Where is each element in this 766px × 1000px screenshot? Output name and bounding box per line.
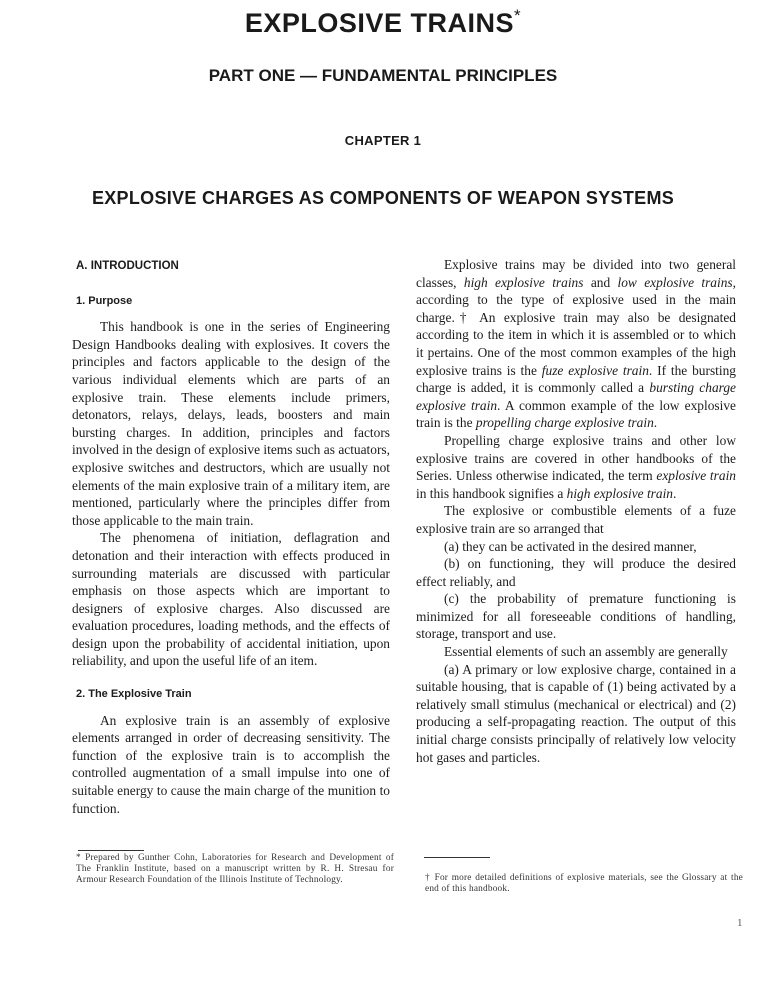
footnote-left: * Prepared by Gunther Cohn, Laboratories for Research and Development of The Franklin Institute, based on a manuscript written by R. H. Stresau for Armour Research Foundation of the Illinois Institute of Technology. [76,853,394,885]
chapter-number: CHAPTER 1 [344,133,422,148]
list-item-b: (b) on functioning, they will produce the desired effect reliably, and [416,556,736,589]
paragraph-essential-elements: Essential elements of such an assembly are generally [444,644,728,660]
paragraph-primary-charge: (a) A primary or low explosive charge, contained in a suitable housing, that is capable of (1) being activated by a relatively small stimulus (mechanical or electrical) and (2) producing a self-propagating reaction. The output of this initial charge consists principally of relatively low velocity hot gases and particles. [416,661,736,765]
paragraph-explosive-train: An explosive train is an assembly of explosive elements arranged in order of decreasing sensitivity. The function of the explosive train is to accomplish the controlled augmentation of a small impulse into one of suitable energy to cause the main charge of the munition to function. [72,712,390,816]
paragraph-purpose-1: This handbook is one in the series of Engineering Design Handbooks dealing with explosives. It covers the principles and factors applicable to the design of the various individual elements which are parts of an explosive train. These elements include primers, detonators, relays, delays, leads, boosters and main bursting charges. In addition, principles and factors involved in the design of explosive items such as actuators, explosive switches and destructors, which are usually not elements of the main explosive train of a military item, are mentioned, particularly where the principles differ from those applicable to the main train. [72,319,390,528]
list-item-a: (a) they can be activated in the desired manner, [444,538,697,554]
footnote-right: † For more detailed definitions of explosive materials, see the Glossary at the end of this handbook. [425,873,743,894]
subheading-explosive-train: 2. The Explosive Train [76,688,192,701]
subheading-purpose: 1. Purpose [76,294,133,307]
paragraph-purpose-2: The phenomena of initiation, deflagration and detonation and their interaction with effects produced in surrounding materials are discussed with particular emphasis on those aspects which are important to designers of explosive charges. Also discussed are evaluation procedures, loading methods, and the effects of design upon the probability of accidental initiation, upon reliability, and upon the useful life of an item. [72,530,390,669]
page-number: 1 [737,917,743,929]
footnote-rule-right [424,857,490,858]
footnote-rule-left [78,850,144,851]
list-item-c: (c) the probability of premature functioning is minimized for all foreseeable conditions of handling, storage, transport and use. [416,591,736,642]
document-title [0,8,766,39]
title-text: EXPLOSIVE TRAINS [244,8,514,38]
right-column [416,256,736,766]
left-column [72,258,390,817]
chapter-title: EXPLOSIVE CHARGES AS COMPONENTS OF WEAPON SYSTEMS [91,188,675,208]
paragraph-fuze-elements: The explosive or combustible elements of a fuze explosive train are so arranged that [416,503,736,536]
section-heading-introduction: A. INTRODUCTION [76,260,179,272]
part-heading: PART ONE — FUNDAMENTAL PRINCIPLES [208,66,558,85]
paragraph-propelling-trains: Propelling charge explosive trains and other low explosive trains are covered in other handbooks of the Series. Unless otherwise indicated, the term explosive train in this handbook signifies a high explosive train. [416,432,736,501]
title-footnote-mark: * [513,6,522,25]
paragraph-train-classes: Explosive trains may be divided into two general classes, high explosive trains and low explosive trains, according to the type of explosive used in the main charge.† An explosive train may also be designated according to the item in which it is assembled or to which it pertains. One of the most common examples of the high explosive trains is the fuze explosive train. If the bursting charge is added, it is commonly called a bursting charge explosive train. A common example of the low explosive train is the propelling charge explosive train. [416,257,736,431]
